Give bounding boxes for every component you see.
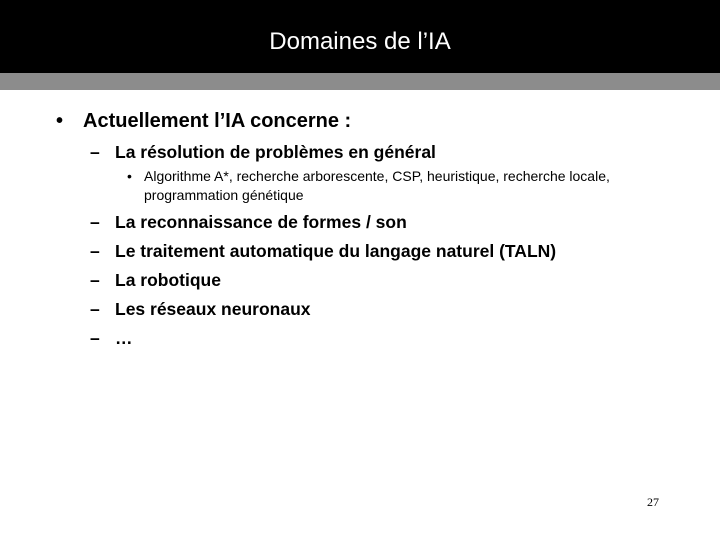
sub-bullet-marker: – (90, 299, 100, 319)
title-underline-band (0, 73, 720, 90)
main-bullet (56, 106, 351, 136)
sub-bullet-pattern-recognition (90, 209, 407, 235)
sub-bullet-problem-solving (90, 139, 436, 165)
main-bullet-marker: • (56, 110, 64, 132)
sub-sub-bullet-marker: • (127, 168, 132, 184)
main-bullet-text: Actuellement l’IA concerne : (83, 110, 352, 132)
sub-bullet-marker: – (90, 212, 100, 232)
sub-bullet-text: Les réseaux neuronaux (115, 299, 311, 319)
sub-bullet-neural-networks (90, 296, 311, 322)
sub-bullet-marker: – (90, 270, 100, 290)
sub-sub-bullet-algorithms (127, 167, 697, 205)
sub-bullet-marker: – (90, 328, 100, 348)
sub-bullet-ellipsis (90, 325, 133, 351)
sub-bullet-robotics (90, 267, 221, 293)
sub-bullet-marker: – (90, 241, 100, 261)
sub-bullet-text: … (115, 328, 133, 348)
sub-bullet-text: La reconnaissance de formes / son (115, 212, 407, 232)
sub-bullet-text: La robotique (115, 270, 221, 290)
sub-bullet-nlp (90, 238, 556, 264)
slide-title: Domaines de l’IA (269, 28, 451, 55)
sub-sub-bullet-text: Algorithme A*, recherche arborescente, CSP, heuristique, recherche locale, programmation génétique (144, 168, 610, 203)
page-number: 27 (647, 495, 659, 509)
sub-bullet-marker: – (90, 142, 100, 162)
sub-bullet-text: Le traitement automatique du langage naturel (TALN) (115, 241, 557, 261)
sub-bullet-text: La résolution de problèmes en général (115, 142, 436, 162)
